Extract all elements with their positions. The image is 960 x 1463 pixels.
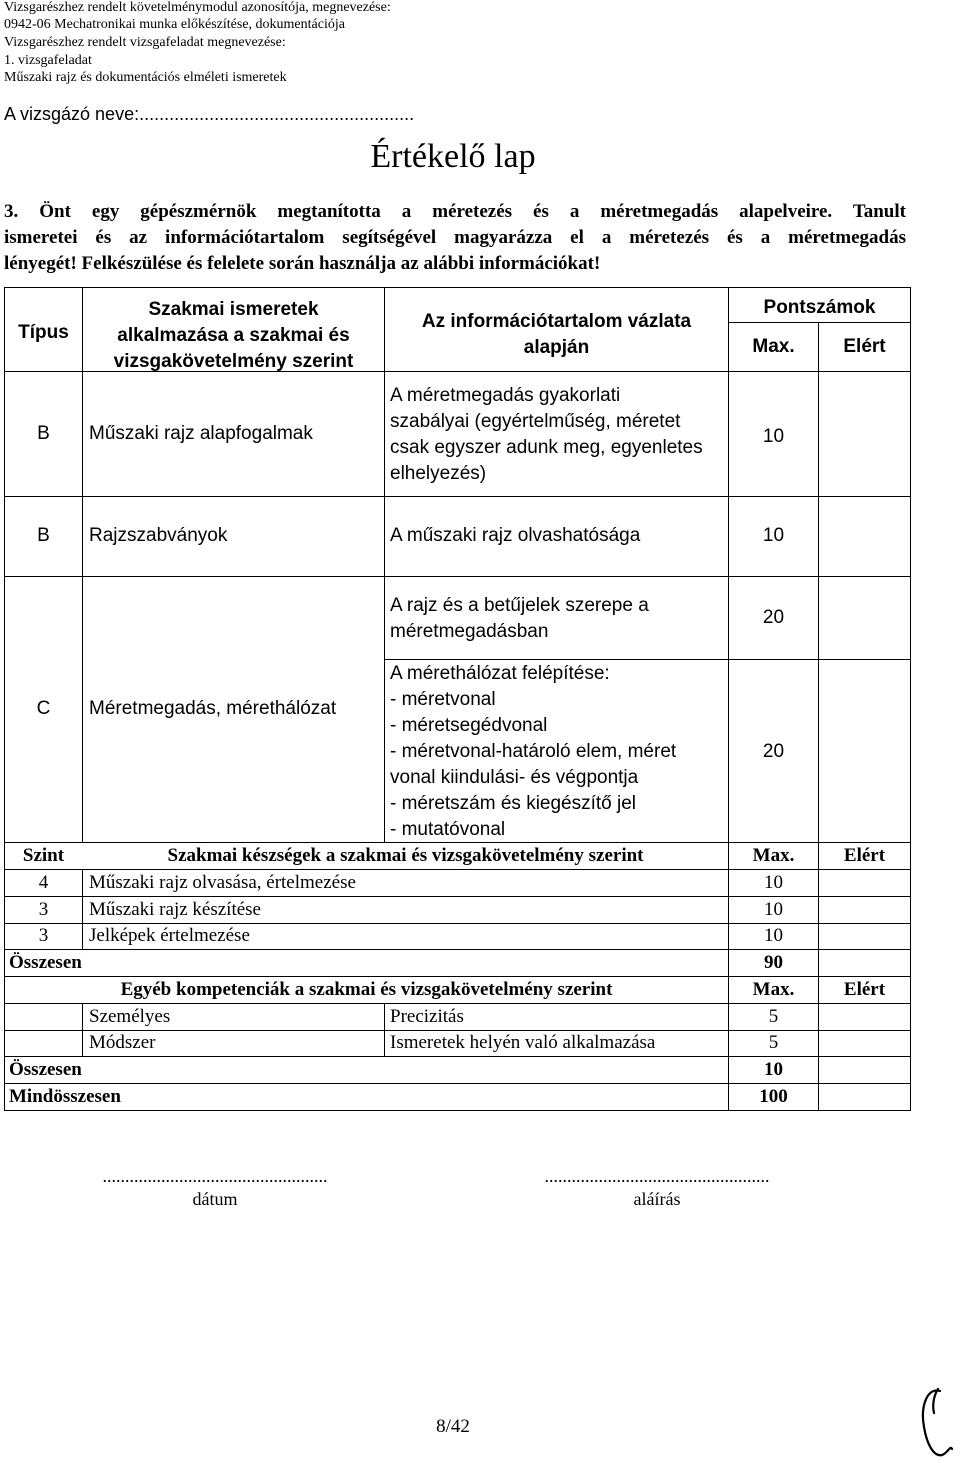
skill-name: Műszaki rajz készítése: [89, 899, 261, 920]
competency-achieved-field[interactable]: [819, 1031, 910, 1056]
skill-name: Műszaki rajz olvasása, értelmezése: [89, 872, 356, 893]
competency-achieved-field[interactable]: [819, 1004, 910, 1030]
instruction-line: ismeretei és az információtartalom segítségével magyarázza el a méretezés és a méretmegadás: [4, 227, 906, 248]
skill-level: 3: [38, 925, 49, 946]
competency-max: 5: [768, 1032, 779, 1053]
col-header-points: Pontszámok: [763, 297, 876, 318]
skill-name: Jelképek értelmezése: [89, 925, 250, 946]
col-header-achieved: Elért: [843, 336, 886, 357]
grand-total-achieved-field[interactable]: [819, 1084, 910, 1110]
skill-level: 3: [38, 899, 49, 920]
skill-achieved-field[interactable]: [819, 870, 910, 896]
skills-header: Szakmai készségek a szakmai és vizsgakövetelmény szerint: [167, 845, 644, 866]
row3a-max: 20: [762, 607, 785, 628]
signature-label: aláírás: [633, 1189, 681, 1209]
skills-max-header: Max.: [752, 845, 795, 866]
skill-max: 10: [764, 925, 783, 946]
skill-level: 4: [38, 872, 49, 893]
instruction-line: 3. Önt egy gépészmérnök megtanította a méretezés és a méretmegadás alapelveire. Tanult: [4, 201, 906, 222]
grand-total-max: 100: [759, 1086, 788, 1107]
skill-achieved-field[interactable]: [819, 924, 910, 949]
row2-achieved-field[interactable]: [819, 497, 910, 576]
skills-total-label: Összesen: [9, 952, 82, 973]
row3a-achieved-field[interactable]: [819, 577, 910, 659]
row1-achieved-field[interactable]: [819, 372, 910, 496]
row3b-achieved-field[interactable]: [819, 660, 910, 842]
date-field[interactable]: ..................................................: [102, 1166, 328, 1186]
row2-type: B: [37, 525, 50, 546]
other-achieved-header: Elért: [843, 979, 886, 1000]
row2-info: A műszaki rajz olvashatósága: [390, 525, 641, 546]
other-total-max: 10: [764, 1059, 783, 1080]
instruction-line: lényegét! Felkészülése és felelete során használja az alábbi információkat!: [4, 253, 601, 274]
other-total-achieved-field[interactable]: [819, 1057, 910, 1083]
skill-max: 10: [764, 899, 783, 920]
other-max-header: Max.: [752, 979, 795, 1000]
col-header-knowledge: Szakmai ismeretek alkalmazása a szakmai és vizsgakövetelmény szerint: [113, 299, 354, 372]
page-title: Értékelő lap: [370, 138, 536, 175]
grand-total-label: Mindösszesen: [9, 1086, 121, 1107]
other-header: Egyéb kompetenciák a szakmai és vizsgakövetelmény szerint: [120, 979, 613, 1000]
header-task-number: 1. vizsgafeladat: [4, 53, 92, 68]
row3-type: C: [36, 698, 51, 719]
row3a-info: A rajz és a betűjelek szerepe a méretmegadásban: [390, 595, 649, 642]
task-instructions: [4, 199, 906, 277]
row2-knowledge: Rajzszabványok: [89, 525, 228, 546]
col-header-max: Max.: [752, 336, 795, 357]
other-total-label: Összesen: [9, 1059, 82, 1080]
handwritten-initial: [918, 1385, 958, 1461]
row1-info: A méretmegadás gyakorlati szabályai (egyértelműség, méretet csak egyszer adunk meg, egyenletes elhelyezés): [390, 385, 703, 484]
competency-category: Módszer: [89, 1032, 156, 1053]
header-task-label: Vizsgarészhez rendelt vizsgafeladat megnevezése:: [4, 35, 286, 50]
header-module-label: Vizsgarészhez rendelt követelménymodul azonosítója, megnevezése:: [4, 0, 391, 15]
header-module-name: 0942-06 Mechatronikai munka előkészítése, dokumentációja: [4, 17, 345, 32]
competency-name: Ismeretek helyén való alkalmazása: [390, 1032, 656, 1053]
row3b-info: A mérethálózat felépítése: - méretvonal - méretsegédvonal - méretvonal-határoló elem, méret vonal kiindulási- és végpontja - méretszám és kiegészítő jel - mutatóvonal: [390, 663, 677, 840]
signature-field[interactable]: ..................................................: [544, 1166, 770, 1186]
examinee-name-field[interactable]: A vizsgázó neve:.......................................................: [4, 104, 415, 124]
skills-level-header: Szint: [22, 845, 65, 866]
row2-max: 10: [762, 525, 785, 546]
skill-max: 10: [764, 872, 783, 893]
col-header-type: Típus: [18, 322, 69, 343]
skills-total-max: 90: [764, 952, 783, 973]
competency-name: Precizitás: [390, 1006, 464, 1027]
page-number: 8/42: [436, 1416, 470, 1437]
col-header-info: Az információtartalom vázlata alapján: [421, 311, 692, 358]
row3b-max: 20: [762, 741, 785, 762]
row1-max: 10: [762, 426, 785, 447]
header-task-name: Műszaki rajz és dokumentációs elméleti ismeretek: [4, 70, 287, 85]
row1-knowledge: Műszaki rajz alapfogalmak: [89, 423, 313, 444]
competency-max: 5: [768, 1006, 779, 1027]
skills-achieved-header: Elért: [843, 845, 886, 866]
date-label: dátum: [192, 1189, 238, 1209]
row1-type: B: [37, 423, 50, 444]
row3-knowledge: Méretmegadás, mérethálózat: [89, 698, 337, 719]
skills-total-achieved-field[interactable]: [819, 950, 910, 976]
competency-category: Személyes: [89, 1006, 171, 1027]
skill-achieved-field[interactable]: [819, 897, 910, 923]
